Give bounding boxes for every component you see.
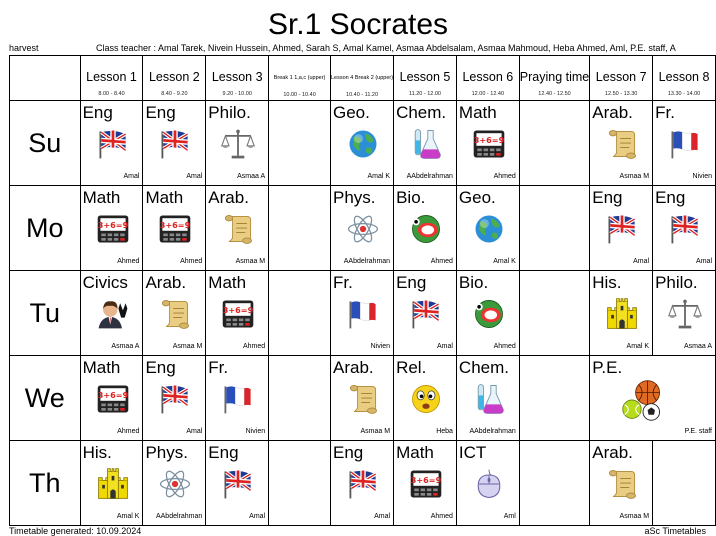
lesson-time: 12.50 - 13.30 [604,91,638,97]
uk-flag-icon [95,127,131,161]
teacher-label: AAbdelrahman [469,428,516,435]
subject-label: Chem. [396,103,447,122]
teacher-label: Ahmed [430,258,453,265]
subject-label: Philo. [655,273,698,292]
footer-generated: Timetable generated: 10.09.2024 [9,526,142,536]
lesson-name: Lesson 5 [399,70,451,84]
teacher-label: AAbdelrahman [343,258,391,265]
scales-icon [220,127,256,161]
lesson-cell [394,441,457,526]
french-flag-icon [667,127,703,161]
empty-period-cell [269,101,331,186]
lesson-header [206,56,269,101]
lesson-cell [80,101,143,186]
lesson-time: 10.00 - 10.40 [283,92,316,98]
day-row [10,186,716,271]
lesson-cell [456,356,519,441]
empty-period-cell [519,186,589,271]
lesson-cell [206,356,269,441]
subject-label: Phys. [145,443,188,462]
subject-label: Eng [592,188,623,207]
teacher-label: Asmaa A [237,173,266,180]
subject-label: Chem. [458,358,509,377]
lesson-cell [456,441,519,526]
flask-icon [471,382,507,416]
lesson-header [653,56,716,101]
empty-period-cell [269,441,331,526]
lesson-cell [143,441,206,526]
teacher-label: Nivien [692,173,712,180]
teacher-label: Asmaa A [111,343,140,350]
teacher-label: P.E. staff [684,428,712,435]
castle-icon [604,297,640,331]
subject-label: P.E. [592,358,623,377]
subject-label: His. [82,443,112,462]
teacher-label: Amal K [367,173,391,180]
subject-label: Arab. [592,103,633,122]
subject-label: Civics [82,273,128,292]
subject-label: Eng [655,188,686,207]
page-title: Sr.1 Socrates [267,8,449,41]
teacher-label: Ahmed [117,258,140,265]
french-flag-icon [220,382,256,416]
lesson-cell [143,271,206,356]
lesson-name: Lesson 2 [148,70,200,84]
uk-flag-icon [667,212,703,246]
lesson-cell [394,271,457,356]
subject-label: Fr. [655,103,675,122]
lesson-header [590,56,653,101]
subject-label: Eng [145,103,176,122]
day-row [10,271,716,356]
subject-label: Arab. [333,358,374,377]
calculator-icon [95,212,131,246]
lesson-cell [456,271,519,356]
calculator-icon [95,382,131,416]
subject-label: Geo. [458,188,496,207]
lesson-time: 11.20 - 12.00 [408,91,441,97]
lesson-cell [331,271,394,356]
calculator-icon [157,212,193,246]
lesson-cell [590,186,653,271]
header-corner-cell [10,56,81,101]
uk-flag-icon [408,297,444,331]
empty-period-cell [519,356,589,441]
uk-flag-icon [345,467,381,501]
calculator-icon [471,127,507,161]
lesson-cell [80,186,143,271]
lesson-name: Praying time [519,70,590,84]
french-flag-icon [345,297,381,331]
lesson-time: 13.30 - 14.00 [667,91,701,97]
lesson-time: 10.40 - 11.20 [346,92,379,98]
lesson-cell [80,441,143,526]
scroll-icon [604,467,640,501]
lesson-cell [394,101,457,186]
subject-label: Eng [145,358,176,377]
lesson-cell [206,271,269,356]
lesson-cell [653,271,716,356]
lesson-cell [653,186,716,271]
uk-flag-icon [604,212,640,246]
svg-text:3+6=9: 3+6=9 [473,135,505,146]
lesson-time: 12.40 - 12.50 [538,91,571,97]
teacher-label: Amal [249,513,266,520]
uk-flag-icon [157,382,193,416]
lesson-cell [394,356,457,441]
day-row [10,101,716,186]
footer-brand: aSc Timetables [644,526,706,536]
empty-period-cell [269,356,331,441]
subject-label: Bio. [396,188,426,207]
frog-icon [471,297,507,331]
teacher-label: Ahmed [493,173,516,180]
teacher-label: Nivien [370,343,391,350]
uk-flag-icon [220,467,256,501]
subject-label: Math [208,273,247,292]
lesson-cell [206,101,269,186]
globe-icon [345,127,381,161]
subject-label: Math [396,443,434,462]
subject-label: Math [82,358,121,377]
lesson-cell [590,356,716,441]
day-label: We [10,356,81,441]
lesson-cell [394,186,457,271]
subject-label: Arab. [145,273,187,292]
teacher-label: Ahmed [430,513,453,520]
teacher-label: Amal [436,343,453,350]
atom-icon [157,467,193,501]
teacher-label: Asmaa M [619,513,650,520]
subject-label: Fr. [208,358,229,377]
svg-text:3+6=9: 3+6=9 [410,475,442,486]
frog-icon [408,212,444,246]
teacher-label: Ahmed [493,343,516,350]
lesson-cell [590,441,653,526]
lesson-header [456,56,519,101]
teacher-label: Asmaa M [172,343,203,350]
subject-label: ICT [458,443,487,462]
lesson-header [394,56,457,101]
timetable-grid [9,55,716,526]
empty-period-cell [519,441,589,526]
lesson-name: Lesson 3 [211,70,263,84]
subject-label: Eng [82,103,113,122]
lesson-cell [590,271,653,356]
subject-label: Fr. [333,273,353,292]
lesson-time: 8.00 - 8.40 [98,91,125,97]
subject-label: Math [145,188,184,207]
subject-label: Geo. [333,103,370,122]
lesson-cell [80,356,143,441]
lesson-name: Lesson 6 [462,70,514,84]
teacher-label: AAbdelrahman [155,513,203,520]
lesson-time: 8.40 - 9.20 [161,91,188,97]
day-label: Su [10,101,81,186]
subject-label: Phys. [333,188,376,207]
teacher-label: Amal [696,258,712,265]
empty-period-cell [269,186,331,271]
subject-label: Arab. [208,188,249,207]
school-name: harvest [9,43,39,53]
teacher-label: Amal K [493,258,516,265]
scroll-icon [220,212,256,246]
subject-label: His. [592,273,622,292]
empty-period-cell [519,271,589,356]
lesson-cell [653,101,716,186]
lesson-header [143,56,206,101]
subject-label: Math [458,103,497,122]
teacher-label: Heba [436,428,453,435]
lesson-cell [331,441,394,526]
person-icon [95,297,131,331]
teacher-label: Ahmed [180,258,203,265]
day-label: Tu [10,271,81,356]
teacher-label: Asmaa M [235,258,266,265]
teacher-label: Ahmed [242,343,266,350]
lesson-time: 9.20 - 10.00 [222,91,252,97]
calculator-icon [408,467,444,501]
lesson-cell [143,101,206,186]
lesson-cell [456,186,519,271]
scales-icon [667,297,703,331]
lesson-cell [143,186,206,271]
scroll-icon [345,382,381,416]
scroll-icon [604,127,640,161]
lesson-header [519,56,589,101]
teacher-label: Asmaa A [683,343,712,350]
lesson-time: 12.00 - 12.40 [471,91,505,97]
flask-icon [408,127,444,161]
empty-period-cell [519,101,589,186]
lesson-name: Lesson 8 [658,70,710,84]
svg-text:3+6=9: 3+6=9 [160,220,191,231]
lesson-cell [331,186,394,271]
teacher-label: Amal [374,513,391,520]
lesson-header [331,56,394,101]
subject-label: Math [82,188,121,207]
teacher-label: Amal [123,173,140,180]
class-teacher-line: Class teacher : Amal Tarek, Nivein Hussein, Ahmed, Sarah S, Amal Kamel, Asmaa Abdelsalam, Asmaa Mahmoud, Heba Ahmed, Aml, P.E. staff, A [96,43,676,53]
lesson-header [80,56,143,101]
uk-flag-icon [157,127,193,161]
teacher-label: Asmaa M [360,428,391,435]
day-row [10,441,716,526]
scroll-icon [157,297,193,331]
svg-text:3+6=9: 3+6=9 [223,305,254,316]
subject-label: Eng [208,443,239,462]
lesson-header [269,56,331,101]
teacher-label: Amal [186,173,203,180]
empty-period-cell [653,441,716,526]
lesson-name: Break 1 1,a,c (upper) [273,75,326,81]
lesson-cell [590,101,653,186]
globe-icon [471,212,507,246]
teacher-label: Aml [503,513,516,520]
lesson-name: Lesson 7 [595,70,647,84]
subject-label: Arab. [592,443,633,462]
castle-icon [95,467,131,501]
teacher-label: Amal [186,428,203,435]
svg-text:3+6=9: 3+6=9 [97,390,128,401]
smiley-icon [408,382,444,416]
lesson-cell [206,186,269,271]
calculator-icon [220,297,256,331]
subject-label: Eng [333,443,364,462]
teacher-label: Ahmed [117,428,140,435]
teacher-label: Asmaa M [619,173,650,180]
lesson-cell [331,356,394,441]
lesson-name: Lesson 4 Break 2 (upper) [331,75,394,81]
empty-period-cell [269,271,331,356]
lesson-cell [456,101,519,186]
teacher-label: Amal [633,258,650,265]
lesson-cell [206,441,269,526]
lesson-cell [331,101,394,186]
day-row [10,356,716,441]
day-label: Mo [10,186,81,271]
subject-label: Eng [396,273,427,292]
day-label: Th [10,441,81,526]
teacher-label: Amal K [626,343,650,350]
lesson-name: Lesson 1 [86,70,137,84]
subject-label: Rel. [396,358,427,377]
subject-label: Philo. [208,103,251,122]
teacher-label: Amal K [116,513,140,520]
lesson-cell [143,356,206,441]
svg-text:3+6=9: 3+6=9 [97,220,128,231]
teacher-label: AAbdelrahman [406,173,453,180]
mouse-icon [471,467,507,501]
teacher-label: Nivien [245,428,266,435]
lesson-cell [80,271,143,356]
sports-balls-icon [620,378,666,422]
subject-label: Bio. [458,273,489,292]
atom-icon [345,212,381,246]
